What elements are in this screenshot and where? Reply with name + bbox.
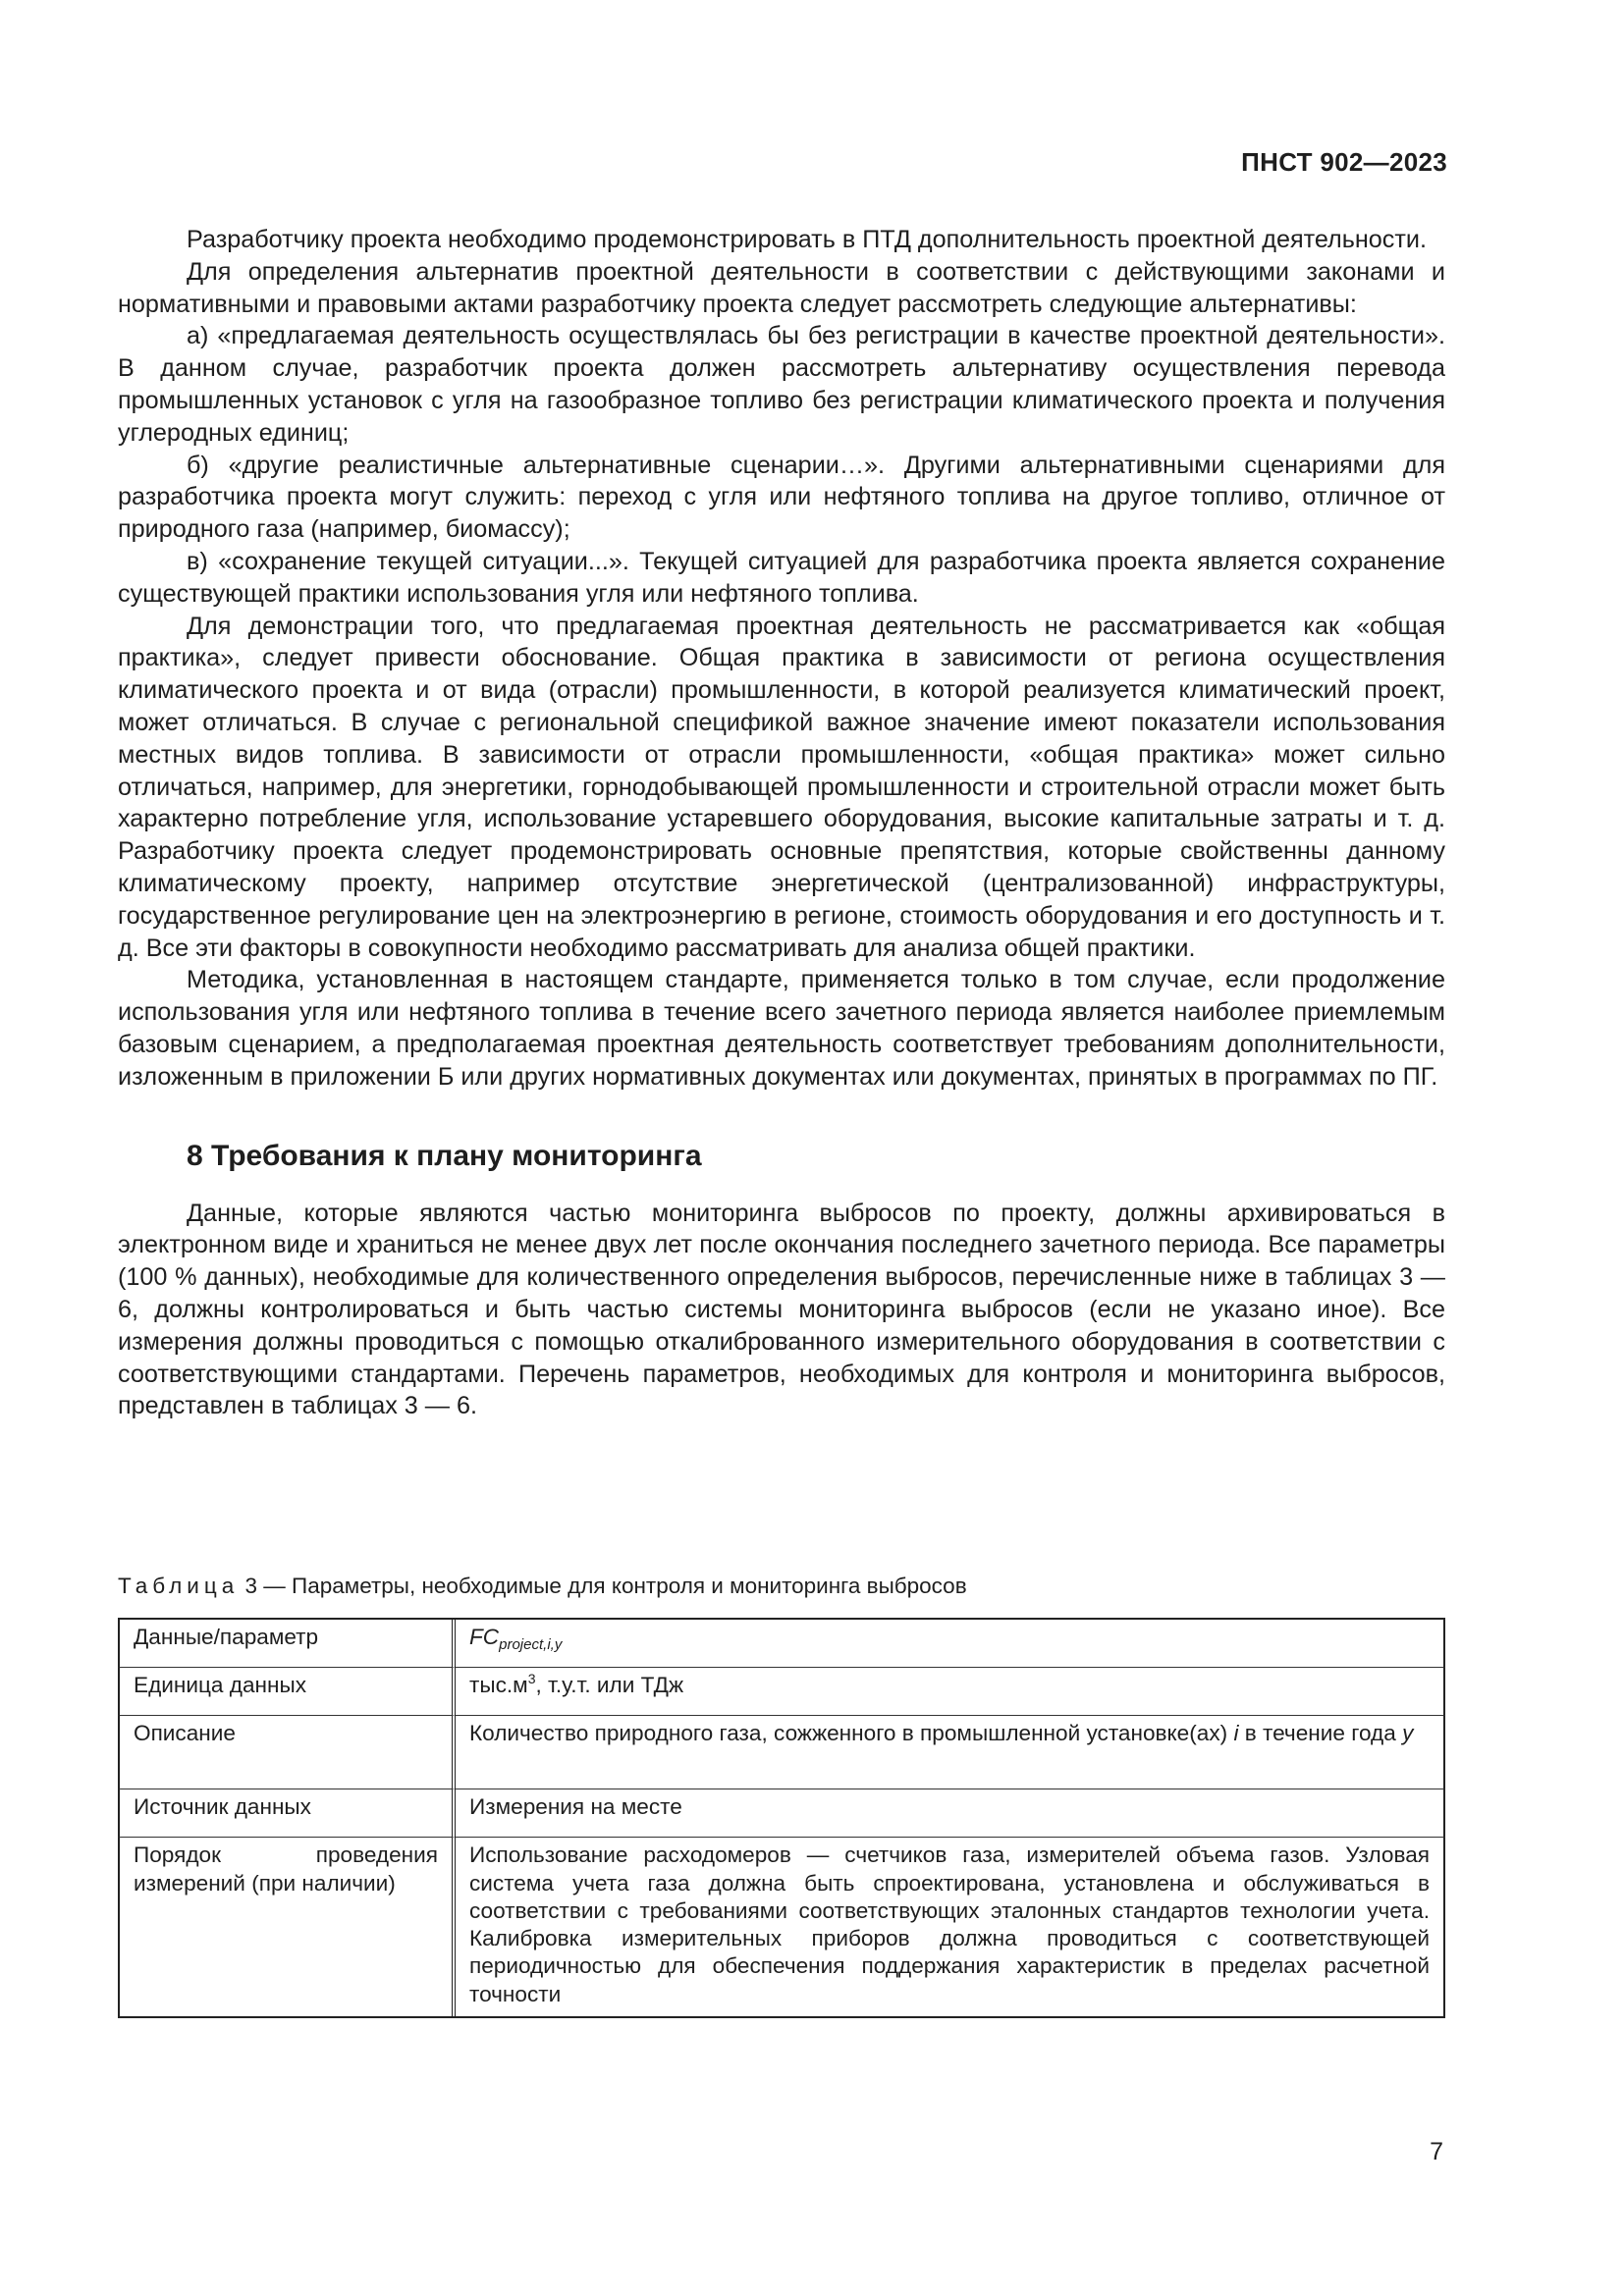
table-row — [118, 1668, 1445, 1716]
paragraph: Методика, установленная в настоящем стандарте, применяется только в том случае, если продолжение использования угля или нефтяного топлива в течение всего зачетного периода является наиболее приемлемым базовым сценарием, а предполагаемая проектная деятельность соответствует требованиям дополнительности, изложенным в приложении Б или других нормативных документах или документах, принятых в программах по ПГ. — [118, 966, 1445, 1091]
unit-text-rest: , т.у.т. или ТДж — [535, 1673, 684, 1698]
symbol-subscript: project,i,y — [499, 1636, 563, 1653]
unit-text: тыс.м — [469, 1673, 528, 1698]
body-text — [118, 224, 1445, 1422]
table-value: Измерения на месте — [456, 1789, 1445, 1838]
table-value: Использование расходомеров — счетчиков газа, измерителей объема газов. Узловая система учета газа должна быть спроектирована, установлена и обслуживаться в соответствии с требованиями соответствующих эталонных стандартов технологии учета. Калибровка измерительных приборов должна проводиться с соответствующей периодичностью для обеспечения поддержания характеристик в пределах расчетной точности — [456, 1838, 1445, 2016]
table-row — [118, 1716, 1445, 1789]
table-value — [456, 1620, 1445, 1668]
description-text-mid: в течение года — [1238, 1721, 1403, 1746]
symbol-y: y — [1402, 1721, 1414, 1746]
document-code: ПНСТ 902—2023 — [1241, 147, 1447, 177]
paragraph: б) «другие реалистичные альтернативные сценарии…». Другими альтернативными сценариями для разработчика проекта могут служить: переход с угля или нефтяного топлива на другое топливо, отличное от природного газа (например, биомассу); — [118, 451, 1445, 544]
paragraph: а) «предлагаемая деятельность осуществлялась бы без регистрации в качестве проектной деятельности». В данном случае, разработчик проекта должен рассмотреть альтернативу осуществления перевода промышленных установок с угля на газообразное топливо без регистрации климатического проекта и получения углеродных единиц; — [118, 322, 1445, 447]
table-row — [118, 1620, 1445, 1668]
paragraph: Для демонстрации того, что предлагаемая проектная деятельность не рассматривается как «общая практика», следует привести обоснование. Общая практика в зависимости от региона осуществления климатического проекта и от вида (отрасли) промышленности, в которой реализуется климатический проект, может отличаться. В случае с региональной спецификой важное значение имеют показатели использования местных видов топлива. В зависимости от отрасли промышленности, «общая практика» может сильно отличаться, например, для энергетики, горнодобывающей промышленности и строительной отрасли может быть характерно потребление угля, использование устаревшего оборудования, высокие капитальные затраты и т. д. Разработчику проекта следует продемонстрировать основные препятствия, которые свойственны данному климатическому проекту, например отсутствие энергетической (централизованной) инфраструктуры, государственное регулирование цен на электроэнергию в регионе, стоимость оборудования и его доступность и т. д. Все эти факторы в совокупности необходимо рассматривать для анализа общей практики. — [118, 612, 1445, 962]
paragraph: в) «сохранение текущей ситуации...». Текущей ситуацией для разработчика проекта является сохранение существующей практики использования угля или нефтяного топлива. — [118, 547, 1445, 608]
description-text: Количество природного газа, сожженного в промышленной установке(ах) — [469, 1721, 1234, 1746]
paragraph: Данные, которые являются частью мониторинга выбросов по проекту, должны архивироваться в электронном виде и храниться не менее двух лет после окончания последнего зачетного периода. Все параметры (100 % данных), необходимые для количественного определения выбросов, перечисленные ниже в таблицах 3 — 6, должны контролироваться и быть частью системы мониторинга выбросов (если не указано иное). Все измерения должны проводиться с помощью откалиброванного измерительного оборудования в соответствии с соответствующими стандартами. Перечень параметров, необходимых для контроля и мониторинга выбросов, представлен в таблицах 3 — 6. — [118, 1199, 1445, 1420]
table-row — [118, 1789, 1445, 1838]
table-key: Источник данных — [118, 1789, 456, 1838]
paragraph: Для определения альтернатив проектной деятельности в соответствии с действующими законами и нормативными и правовыми актами разработчику проекта следует рассмотреть следующие альтернативы: — [118, 257, 1445, 318]
symbol-fc: FC — [469, 1625, 500, 1649]
table-value — [456, 1668, 1445, 1716]
table-key: Описание — [118, 1716, 456, 1789]
parameters-table — [118, 1618, 1445, 2018]
table-key: Единица данных — [118, 1668, 456, 1716]
table-caption-text: 3 — Параметры, необходимые для контроля и мониторинга выбросов — [244, 1574, 967, 1598]
table-row — [118, 1838, 1445, 2016]
symbol-i: i — [1233, 1721, 1239, 1746]
table-key: Данные/параметр — [118, 1620, 456, 1668]
section-heading: 8 Требования к плану мониторинга — [187, 1139, 702, 1172]
unit-superscript: 3 — [527, 1671, 536, 1687]
table-key: Порядок проведения измерений (при наличии) — [118, 1838, 456, 2016]
paragraph: Разработчику проекта необходимо продемонстрировать в ПТД дополнительность проектной деятельности. — [187, 226, 1427, 253]
table-value — [456, 1716, 1445, 1789]
page-number: 7 — [1430, 2138, 1443, 2165]
table-caption-word: Таблица — [118, 1574, 240, 1598]
table-caption — [118, 1573, 967, 1600]
